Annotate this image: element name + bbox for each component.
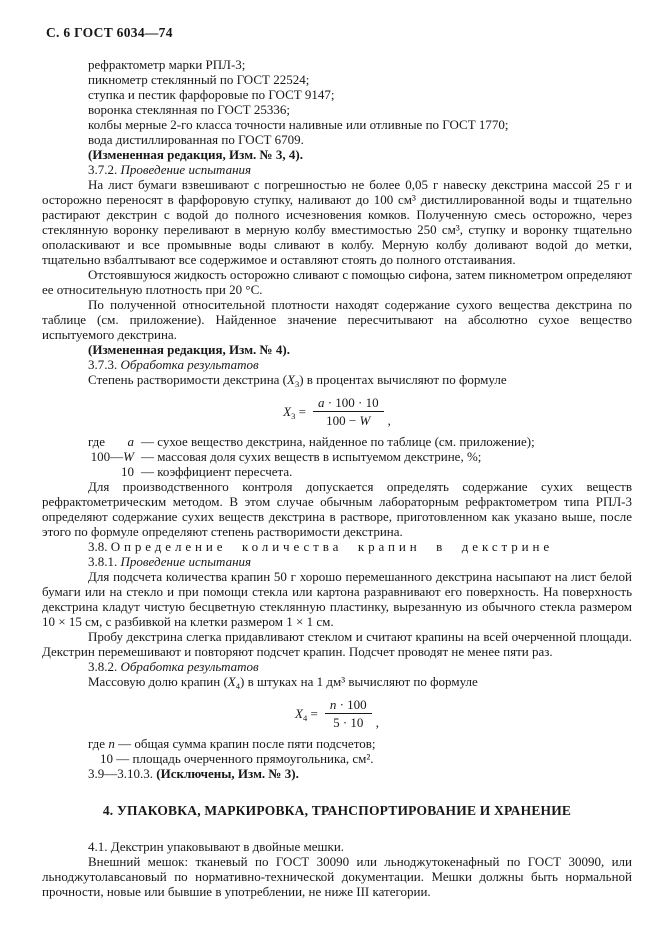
variable-x: X: [283, 404, 292, 419]
numerator: [313, 395, 384, 412]
section-title: Проведение испытания: [120, 162, 252, 177]
equipment-item: ступка и пестик фарфоровые по ГОСТ 9147;: [88, 87, 335, 102]
excluded-note: [88, 766, 632, 781]
where-term: [88, 449, 134, 464]
variable-n: n: [108, 736, 115, 751]
section-title: Обработка результатов: [120, 659, 259, 674]
variable-w: W: [359, 413, 371, 428]
where-prefix: 100—: [90, 449, 124, 464]
equals-sign: =: [298, 404, 306, 419]
intro-text: Степень растворимости декстрина (: [88, 372, 287, 387]
where-row: [42, 464, 632, 479]
variable-x: X: [287, 372, 295, 387]
amendment-note: (Измененная редакция, Изм. № 3, 4).: [88, 147, 303, 162]
variable-x: X: [227, 674, 236, 689]
intro-text: ) в штуках на 1 дм³ вычисляют по формуле: [240, 674, 478, 689]
section-title: Проведение испытания: [120, 554, 252, 569]
intro-text: ) в процентах вычисляют по формуле: [299, 372, 507, 387]
formula-x3: [42, 395, 632, 428]
equipment-item: воронка стеклянная по ГОСТ 25336;: [88, 102, 290, 117]
fraction: [325, 697, 372, 730]
formula-lhs: [295, 706, 318, 721]
equipment-item: рефрактометр марки РПЛ-3;: [88, 57, 246, 72]
subscript: 4: [235, 681, 240, 691]
where-keyword: где: [88, 736, 109, 751]
section-number: 3.7.3.: [88, 357, 118, 372]
paragraph-4-1: 4.1. Декстрин упаковывают в двойные мешки.: [88, 839, 345, 854]
variable-w: W: [123, 449, 134, 464]
numerator-rest: · 100 · 10: [324, 395, 379, 410]
paragraph-test-procedure-1: На лист бумаги взвешивают с погрешностью не более 0,05 г навеску декстрина массой 25 г и осторожно переносят в фарфоровую ступку, наливают до 100 см³ дистиллированной воды и тщательно растирают декстрин с водой до полного исчезновения комков. Полученную смесь осторожно, через стеклянную воронку переливают в мерную колбу вместимостью 250 см³, ступку и воронку тщательно ополаскивают и все промывные воды сливают в колбу. Мерную колбу доливают водой до метки, тщательно взбалтывают все содержимое и оставляют стоять до полного отстаивания.: [42, 177, 632, 267]
paragraph-4-2: Внешний мешок: тканевый по ГОСТ 30090 или льноджутокенафный по ГОСТ 30090, или льноджутолавсановый по нормативно-технической документации. Мешки должны быть нормальной прочности, новые или бывшие в употреблении, не ниже III категории.: [42, 854, 632, 899]
formula-comma: ,: [375, 715, 379, 730]
fraction: [313, 395, 384, 428]
where-definition: — массовая доля сухих веществ в испытуемом декстрине, %;: [141, 449, 482, 464]
document-content: [42, 57, 632, 899]
where-definition: — общая сумма крапин после пяти подсчетов;: [114, 736, 376, 751]
variable-a: a: [317, 395, 325, 410]
section-4-heading: 4. УПАКОВКА, МАРКИРОВКА, ТРАНСПОРТИРОВАНИЕ И ХРАНЕНИЕ: [102, 803, 572, 818]
where-prefix: 10: [121, 464, 134, 479]
denominator-pre: 100 −: [326, 413, 360, 428]
excluded-bold-text: (Исключены, Изм. № 3).: [156, 766, 299, 781]
amendment-note: (Измененная редакция, Изм. № 4).: [88, 342, 290, 357]
section-number: 3.8.2.: [88, 659, 118, 674]
formula-x3-intro: [88, 372, 632, 387]
where-list-x4-row1: [88, 736, 632, 751]
where-term: [88, 464, 134, 479]
where-list-x4-row2: 10 — площадь очерченного прямоугольника, см².: [100, 751, 374, 766]
equipment-item: вода дистиллированная по ГОСТ 6709.: [88, 132, 304, 147]
equals-sign: =: [310, 706, 318, 721]
paragraph-test-procedure-3: По полученной относительной плотности находят содержание сухого вещества декстрина по таблице (см. приложение). Найденное значение пересчитывают на абсолютно сухое вещество испытуемого декстрина.: [42, 297, 632, 342]
paragraph-refractometric: Для производственного контроля допускается определять содержание сухих веществ рефрактометрическим методом. В этом случае обычным лабораторным рефрактометром типа РПЛ-3 определяют содержание сухих веществ декстрина в растворе, приготовленном как указано выше, после этого по формуле определяют степень растворимости декстрина.: [42, 479, 632, 539]
denominator: [326, 412, 370, 428]
formula-x4-intro: [88, 674, 632, 689]
section-3-7-3-heading: [88, 357, 632, 372]
where-definition: — коэффициент пересчета.: [141, 464, 293, 479]
subscript: 4: [303, 713, 308, 723]
where-row: [42, 449, 632, 464]
section-number: 3.8.1.: [88, 554, 118, 569]
variable-x: X: [295, 706, 303, 721]
paragraph-test-procedure-2: Отстоявшуюся жидкость осторожно сливают с помощью сифона, затем пикнометром определяют ее относительную плотность при 20 °С.: [42, 267, 632, 297]
section-number: 3.8.: [88, 539, 108, 554]
where-term: [88, 434, 134, 449]
section-3-8-1-heading: [88, 554, 632, 569]
subscript: 3: [291, 411, 296, 421]
numerator-rest: · 100: [336, 697, 367, 712]
section-title: Определение количества крапин в декстрине: [110, 539, 554, 554]
section-3-7-2-heading: [88, 162, 632, 177]
page-header: С. 6 ГОСТ 6034—74: [46, 25, 173, 40]
where-definition: — сухое вещество декстрина, найденное по таблице (см. приложение);: [141, 434, 535, 449]
section-number: 3.9—3.10.3.: [88, 766, 153, 781]
section-number: 3.7.2.: [88, 162, 118, 177]
formula-lhs: [283, 404, 306, 419]
intro-text: Массовую долю крапин (: [88, 674, 228, 689]
variable-a: а: [127, 434, 134, 449]
section-3-8-heading: [88, 539, 632, 554]
where-keyword: где: [88, 434, 106, 449]
where-row: [42, 434, 632, 449]
section-title: Обработка результатов: [120, 357, 259, 372]
subscript: 3: [294, 379, 300, 389]
section-3-8-2-heading: [88, 659, 632, 674]
numerator: [325, 697, 372, 714]
variable-n: n: [329, 697, 337, 712]
where-list-x3: [42, 434, 632, 479]
formula-comma: ,: [387, 413, 391, 428]
formula-x4: [42, 697, 632, 730]
equipment-item: пикнометр стеклянный по ГОСТ 22524;: [88, 72, 310, 87]
equipment-item: колбы мерные 2-го класса точности наливные или отливные по ГОСТ 1770;: [88, 117, 509, 132]
paragraph-krapiny-2: Пробу декстрина слегка придавливают стеклом и считают крапины на всей очерченной площади. Декстрин перемешивают и повторяют подсчет крапин. Подсчет проводят не менее пяти раз.: [42, 629, 632, 659]
denominator: 5 · 10: [333, 715, 364, 730]
paragraph-krapiny-1: Для подсчета количества крапин 50 г хорошо перемешанного декстрина насыпают на лист белой бумаги или на стекло и при помощи стекла или картона разравнивают его поверхность. На поверхность декстрина кладут чистую бесцветную стеклянную пластинку, вырезанную из обычного стекла размером 10 × 15 см, с разбивкой на клетки размером 1 × 1 см.: [42, 569, 632, 629]
